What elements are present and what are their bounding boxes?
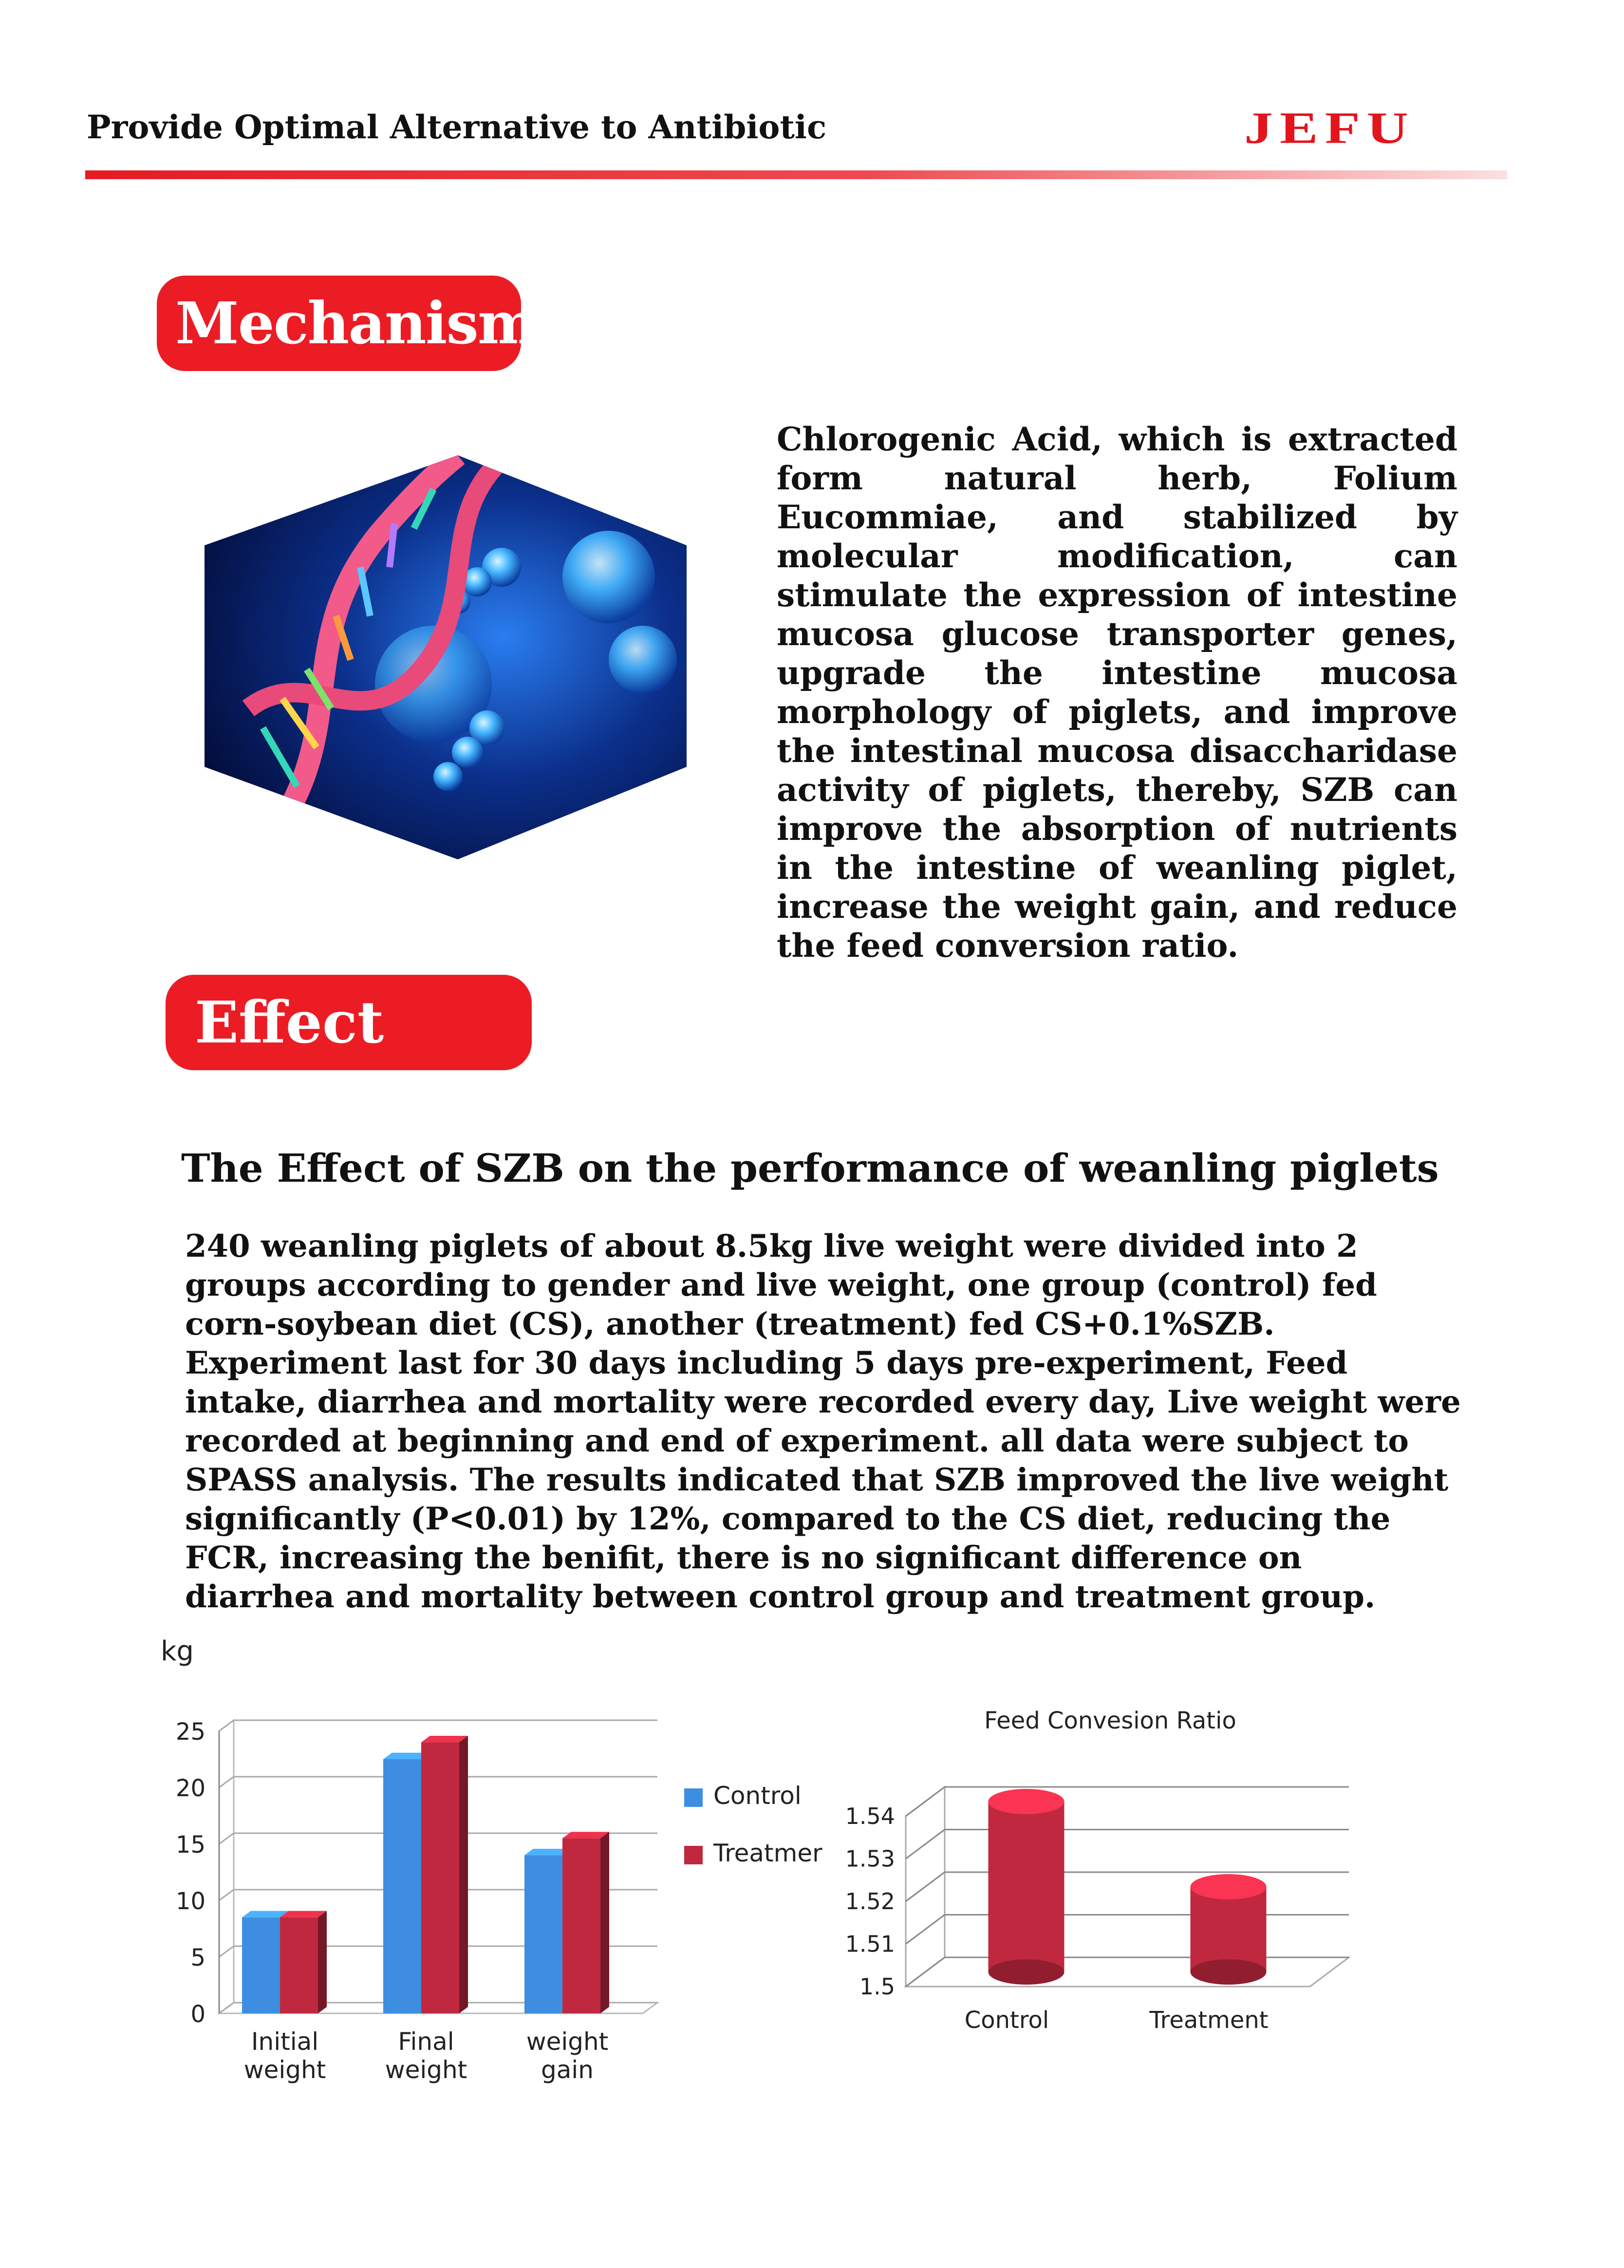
bar-side bbox=[459, 1736, 468, 2013]
bar-side bbox=[318, 1911, 327, 2013]
cylinder-body bbox=[1191, 1887, 1267, 1972]
legend-entry: Treatmer bbox=[713, 1839, 822, 1867]
header-tagline: Provide Optimal Alternative to Antibiotic bbox=[87, 108, 827, 146]
legend-swatch bbox=[684, 1788, 703, 1807]
chart-floor bbox=[906, 1957, 1349, 1987]
dna-molecule-illustration bbox=[205, 455, 687, 859]
x-tick-label: Control bbox=[964, 2007, 1049, 2034]
x-tick-label: Final bbox=[398, 2027, 454, 2056]
bar-control bbox=[524, 1855, 562, 2013]
y-tick-label: 1.53 bbox=[845, 1845, 895, 1872]
x-tick-label: Treatment bbox=[1149, 2007, 1269, 2034]
bar-treatmer bbox=[421, 1742, 459, 2013]
chart-title: Feed Convesion Ratio bbox=[984, 1707, 1236, 1734]
mechanism-heading: Mechanism bbox=[157, 276, 521, 371]
legend-swatch bbox=[684, 1846, 703, 1864]
cylinder-base bbox=[989, 1959, 1064, 1985]
cylinder-base bbox=[1191, 1959, 1267, 1985]
y-tick-label: 10 bbox=[175, 1888, 205, 1915]
effect-description: 240 weanling piglets of about 8.5kg live weight were divided into 2 groups according to gender and live weight, one group (control) fed corn-soybean diet (CS), another (treatment) fed CS+0.1%SZB. Experiment last for 30 days including 5 days pre-experiment, Feed intake, diarrhea and mortality were recorded every day, Live weight were recorded at beginning and end of experiment. all data were subject to SPASS analysis. The results indicated that SZB improved the live weight significantly (P<0.01) by 12%, compared to the CS diet, reducing the FCR, increasing the benifit, there is no significant difference on diarrhea and mortality between control group and treatment group. bbox=[185, 1228, 1461, 1615]
cylinder-top bbox=[1191, 1874, 1267, 1899]
y-tick-label: 1.52 bbox=[845, 1888, 895, 1915]
y-tick-label: 25 bbox=[175, 1718, 205, 1746]
cylinder-top bbox=[989, 1789, 1064, 1814]
y-tick-label: 20 bbox=[175, 1775, 205, 1802]
y-tick-label: 0 bbox=[190, 2001, 205, 2028]
y-tick-label: 1.5 bbox=[859, 1973, 895, 2000]
bar-treatmer bbox=[280, 1917, 318, 2013]
effect-title: The Effect of SZB on the performance of weanling piglets bbox=[181, 1145, 1439, 1191]
header-divider bbox=[85, 170, 1507, 179]
x-tick-label: Initial bbox=[251, 2027, 319, 2056]
mechanism-description: Chlorogenic Acid, which is extracted form natural herb, Folium Eucommiae, and stabilized by molecular modification, can stimulate the expression of intestine mucosa glucose transporter genes, upgrade the intestine mucosa morphology of piglets, and improve the intestinal mucosa disaccharidase activity of piglets, thereby, SZB can improve the absorption of nutrients in the intestine of weanling piglet, increase the weight gain, and reduce the feed conversion ratio. bbox=[777, 420, 1457, 965]
bar-side bbox=[600, 1832, 609, 2013]
y-axis-label: kg bbox=[161, 1636, 194, 1667]
legend-entry: Control bbox=[713, 1782, 802, 1810]
weight-bar-chart bbox=[146, 1626, 838, 2084]
chart-side-wall bbox=[219, 1720, 234, 2013]
cylinder-body bbox=[989, 1802, 1064, 1972]
x-tick-label: gain bbox=[541, 2056, 594, 2084]
y-tick-label: 5 bbox=[190, 1944, 205, 1971]
y-tick-label: 15 bbox=[175, 1831, 205, 1859]
y-tick-label: 1.51 bbox=[845, 1931, 895, 1957]
bar-treatmer bbox=[562, 1838, 600, 2013]
bar-control bbox=[383, 1759, 421, 2013]
effect-heading: Effect bbox=[166, 975, 532, 1070]
y-tick-label: 1.54 bbox=[845, 1803, 895, 1829]
fcr-bar-chart bbox=[828, 1699, 1393, 2040]
x-tick-label: weight bbox=[243, 2056, 326, 2084]
x-tick-label: weight bbox=[385, 2056, 467, 2084]
x-tick-label: weight bbox=[526, 2027, 609, 2056]
bar-control bbox=[242, 1917, 280, 2013]
brand-logo: JEFU bbox=[1244, 103, 1415, 153]
